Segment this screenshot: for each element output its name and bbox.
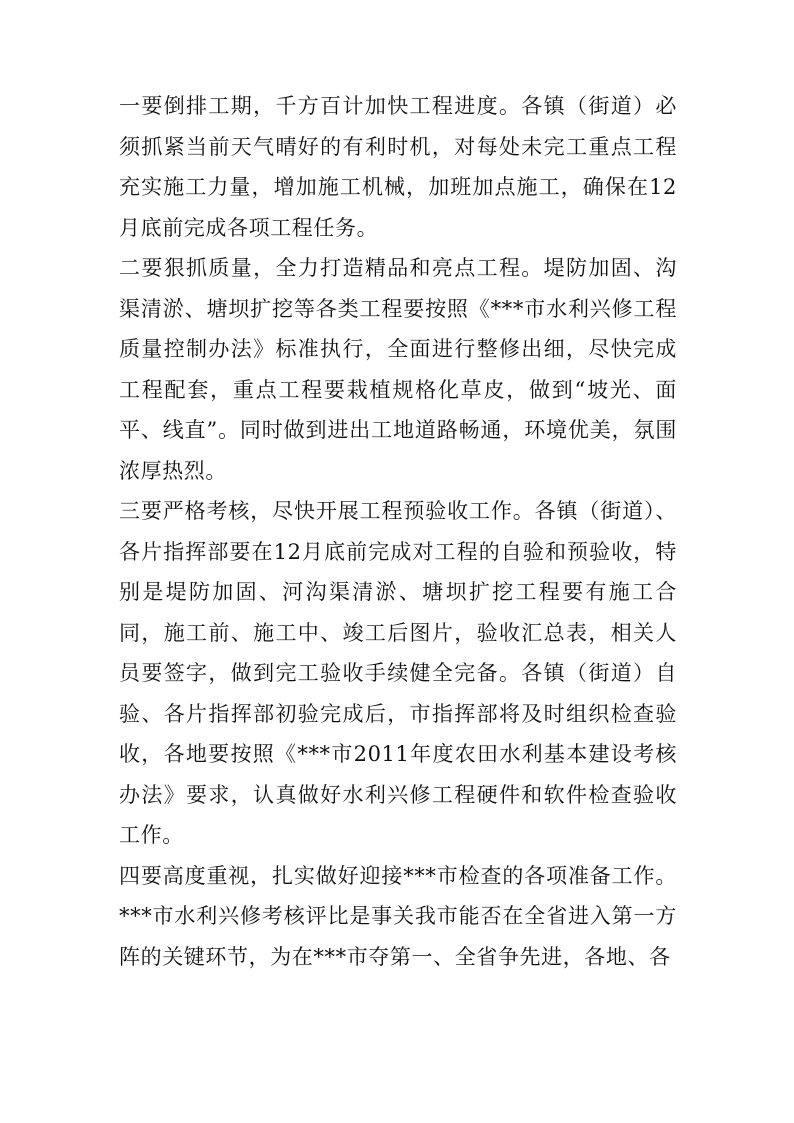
paragraph-preparation: 四要高度重视，扎实做好迎接***市检查的各项准备工作。***市水利兴修考核评比是事关我市能否在全省进入第一方阵的关键环节，为在***市夺第一、全省争先进，各地、各	[119, 863, 677, 969]
paragraph-schedule: 一要倒排工期，千方百计加快工程进度。各镇（街道）必须抓紧当前天气晴好的有利时机，对每处未完工重点工程充实施工力量，增加施工机械，加班加点施工，确保在12月底前完成各项工程任务。	[119, 94, 677, 240]
paragraph-inspection: 三要严格考核，尽快开展工程预验收工作。各镇（街道）、各片指挥部要在12月底前完成对工程的自验和预验收，特别是堤防加固、河沟渠清淤、塘坝扩挖工程要有施工合同，施工前、施工中、竣工后图片，验收汇总表，相关人员要签字，做到完工验收手续健全完备。各镇（街道）自验、各片指挥部初验完成后，市指挥部将及时组织检查验收，各地要按照《***市2011年度农田水利基本建设考核办法》要求，认真做好水利兴修工程硬件和软件检查验收工作。	[119, 499, 677, 847]
paragraph-quality: 二要狠抓质量，全力打造精品和亮点工程。堤防加固、沟渠清淤、塘坝扩挖等各类工程要按照《***市水利兴修工程质量控制办法》标准执行，全面进行整修出细，尽快完成工程配套，重点工程要栽植规格化草皮，做到“坡光、面平、线直”。同时做到进出工地道路畅通，环境优美，氛围浓厚热烈。	[119, 256, 677, 483]
document-page	[119, 86, 677, 977]
